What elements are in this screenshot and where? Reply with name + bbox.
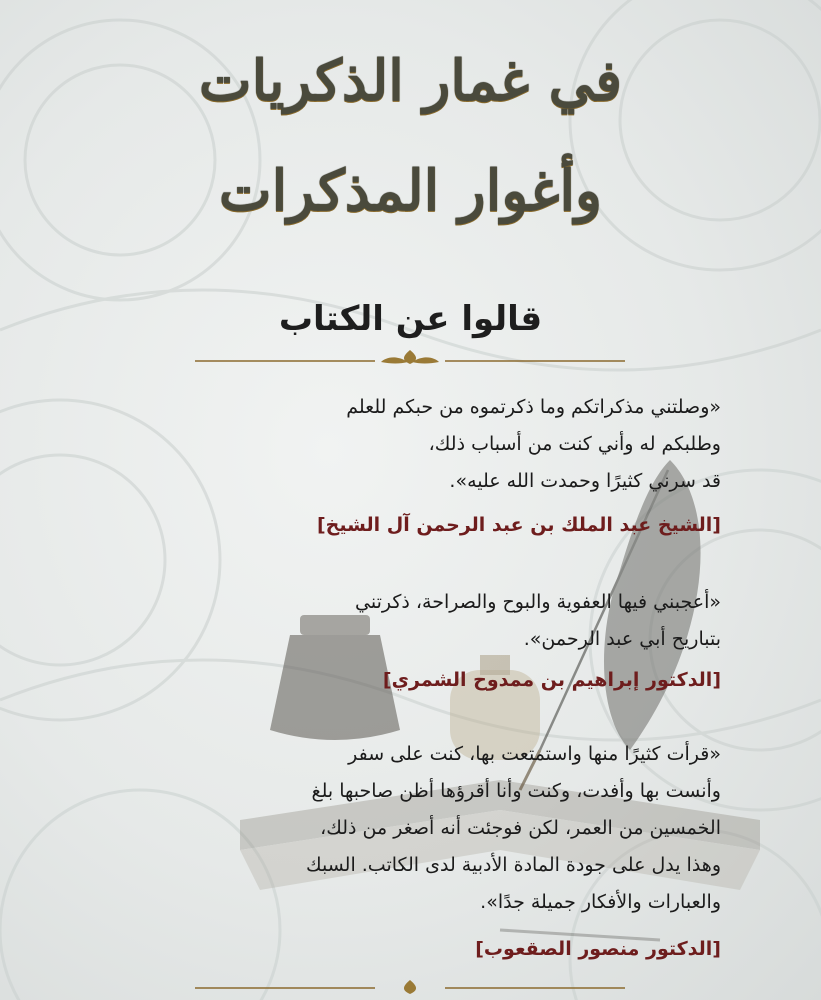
testimonial-1-text	[101, 389, 721, 500]
book-title-line1: في غمار الذكريات	[198, 48, 623, 114]
testimonial-1-author: [الشيخ عبد الملك بن عبد الرحمن آل الشيخ]	[316, 514, 721, 536]
testimonial-line: والعبارات والأفكار جميلة جدًا».	[480, 891, 721, 913]
book-title-line2: وأغوار المذكرات	[218, 158, 603, 224]
testimonial-line: قد سرني كثيرًا وحمدت الله عليه».	[449, 470, 721, 492]
testimonial-line: «أعجبني فيها العفوية والبوح والصراحة، ذكرتني	[355, 591, 721, 613]
section-heading: قالوا عن الكتاب	[278, 299, 543, 339]
ornament-icon	[195, 348, 625, 368]
ornament-icon	[195, 978, 625, 998]
testimonial-2-author: [الدكتور إبراهيم بن ممدوح الشمري]	[382, 669, 721, 691]
testimonial-line: «قرأت كثيرًا منها واستمتعت بها، كنت على سفر	[348, 743, 721, 765]
testimonial-line: وهذا يدل على جودة المادة الأدبية لدى الكاتب. السبك	[305, 854, 721, 876]
testimonial-line: «وصلتني مذكراتكم وما ذكرتموه من حبكم للعلم	[346, 396, 721, 418]
testimonial-line: الخمسين من العمر، لكن فوجئت أنه أصغر من ذلك،	[320, 817, 721, 839]
testimonial-3-text	[101, 736, 721, 921]
testimonial-line: وطلبكم له وأني كنت من أسباب ذلك،	[428, 433, 721, 455]
testimonial-2-text	[101, 584, 721, 658]
testimonial-line: وأنست بها وأفدت، وكنت وأنا أقرؤها أظن صاحبها بلغ	[311, 780, 721, 802]
testimonial-line: بتباريح أبي عبد الرحمن».	[523, 628, 721, 650]
testimonial-3-author: [الدكتور منصور الصقعوب]	[475, 938, 721, 960]
